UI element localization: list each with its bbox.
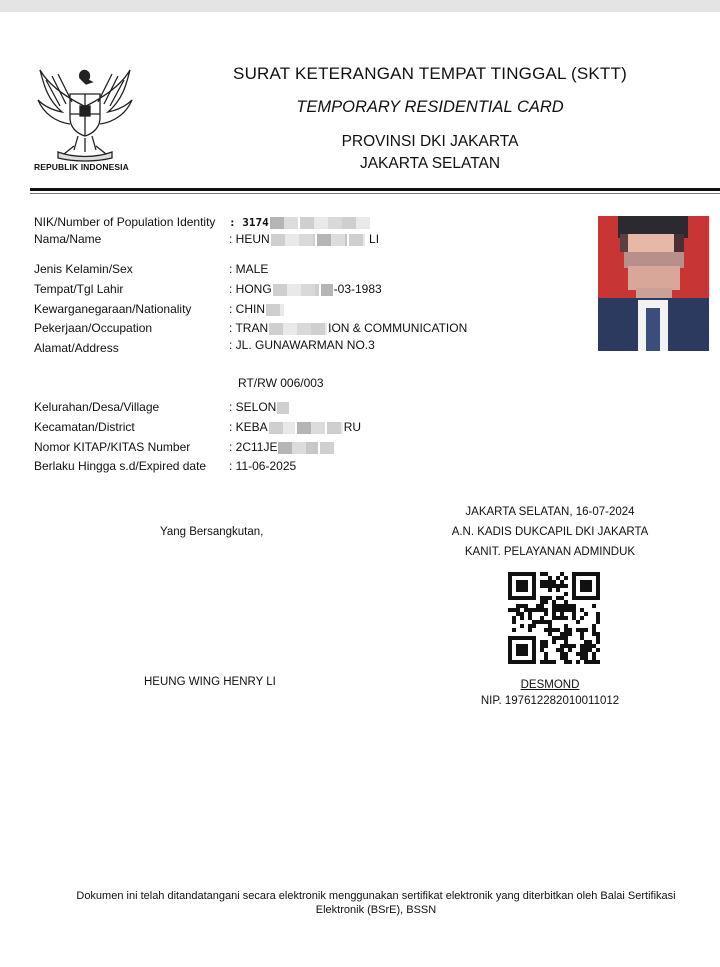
official-name: DESMOND [520,679,580,691]
holder-signature-title: Yang Bersangkutan, [160,526,264,538]
official-line-1: A.N. KADIS DUKCAPIL DKI JAKARTA [451,526,649,538]
birth-label: Tempat/Tgl Lahir [34,282,124,296]
nik-value: : 3174 [229,215,371,229]
city: JAKARTA SELATAN [359,155,501,172]
header-divider-thin [30,193,720,194]
village-value: : SELON [229,400,290,414]
sex-value: : MALE [229,262,269,276]
qr-code-icon [508,572,600,664]
occupation-label: Pekerjaan/Occupation [34,321,153,335]
district-value: : KEBA RU [229,420,362,434]
kitas-label: Nomor KITAP/KITAS Number [34,440,191,454]
document-subtitle: TEMPORARY RESIDENTIAL CARD [296,98,564,116]
footer-line-1: Dokumen ini telah ditandatangani secara elektronik menggunakan sertifikat elektronik yang diterbitkan oleh Balai Sertifikasi [76,890,676,902]
top-bar [0,0,720,12]
name-value: : HEUN LI [229,232,380,246]
expiry-value: : 11-06-2025 [229,459,297,473]
header-divider [30,188,720,191]
kitas-value: : 2C11JE [229,440,335,454]
official-line-2: KANIT. PELAYANAN ADMINDUK [464,546,636,558]
expiry-label: Berlaku Hingga s.d/Expired date [34,459,207,473]
official-nip: NIP. 197612282010011012 [480,695,620,707]
name-label: Nama/Name [34,232,102,246]
nationality-label: Kewarganegaraan/Nationality [34,302,192,316]
sex-label: Jenis Kelamin/Sex [34,262,133,276]
rtrw-value: RT/RW 006/003 [238,376,324,390]
nationality-value: : CHIN [229,302,285,316]
village-label: Kelurahan/Desa/Village [34,400,160,414]
address-value: : JL. GUNAWARMAN NO.3 [229,338,375,352]
nik-label: NIK/Number of Population Identity [34,215,216,229]
holder-name-signature: HEUNG WING HENRY LI [144,676,276,688]
footer-line-2: Elektronik (BSrE), BSSN [315,904,437,916]
garuda-emblem-icon [34,66,136,174]
document-title: SURAT KETERANGAN TEMPAT TINGGAL (SKTT) [233,64,627,83]
footer-note [36,889,716,917]
province: PROVINSI DKI JAKARTA [341,133,519,150]
address-label: Alamat/Address [34,341,119,355]
occupation-value: : TRAN ION & COMMUNICATION [229,321,468,335]
holder-photo [598,216,709,351]
district-label: Kecamatan/District [34,420,135,434]
place-date: JAKARTA SELATAN, 16-07-2024 [465,506,635,518]
birth-value: : HONG -03-1983 [229,282,382,296]
emblem-caption: REPUBLIK INDONESIA [34,162,129,172]
